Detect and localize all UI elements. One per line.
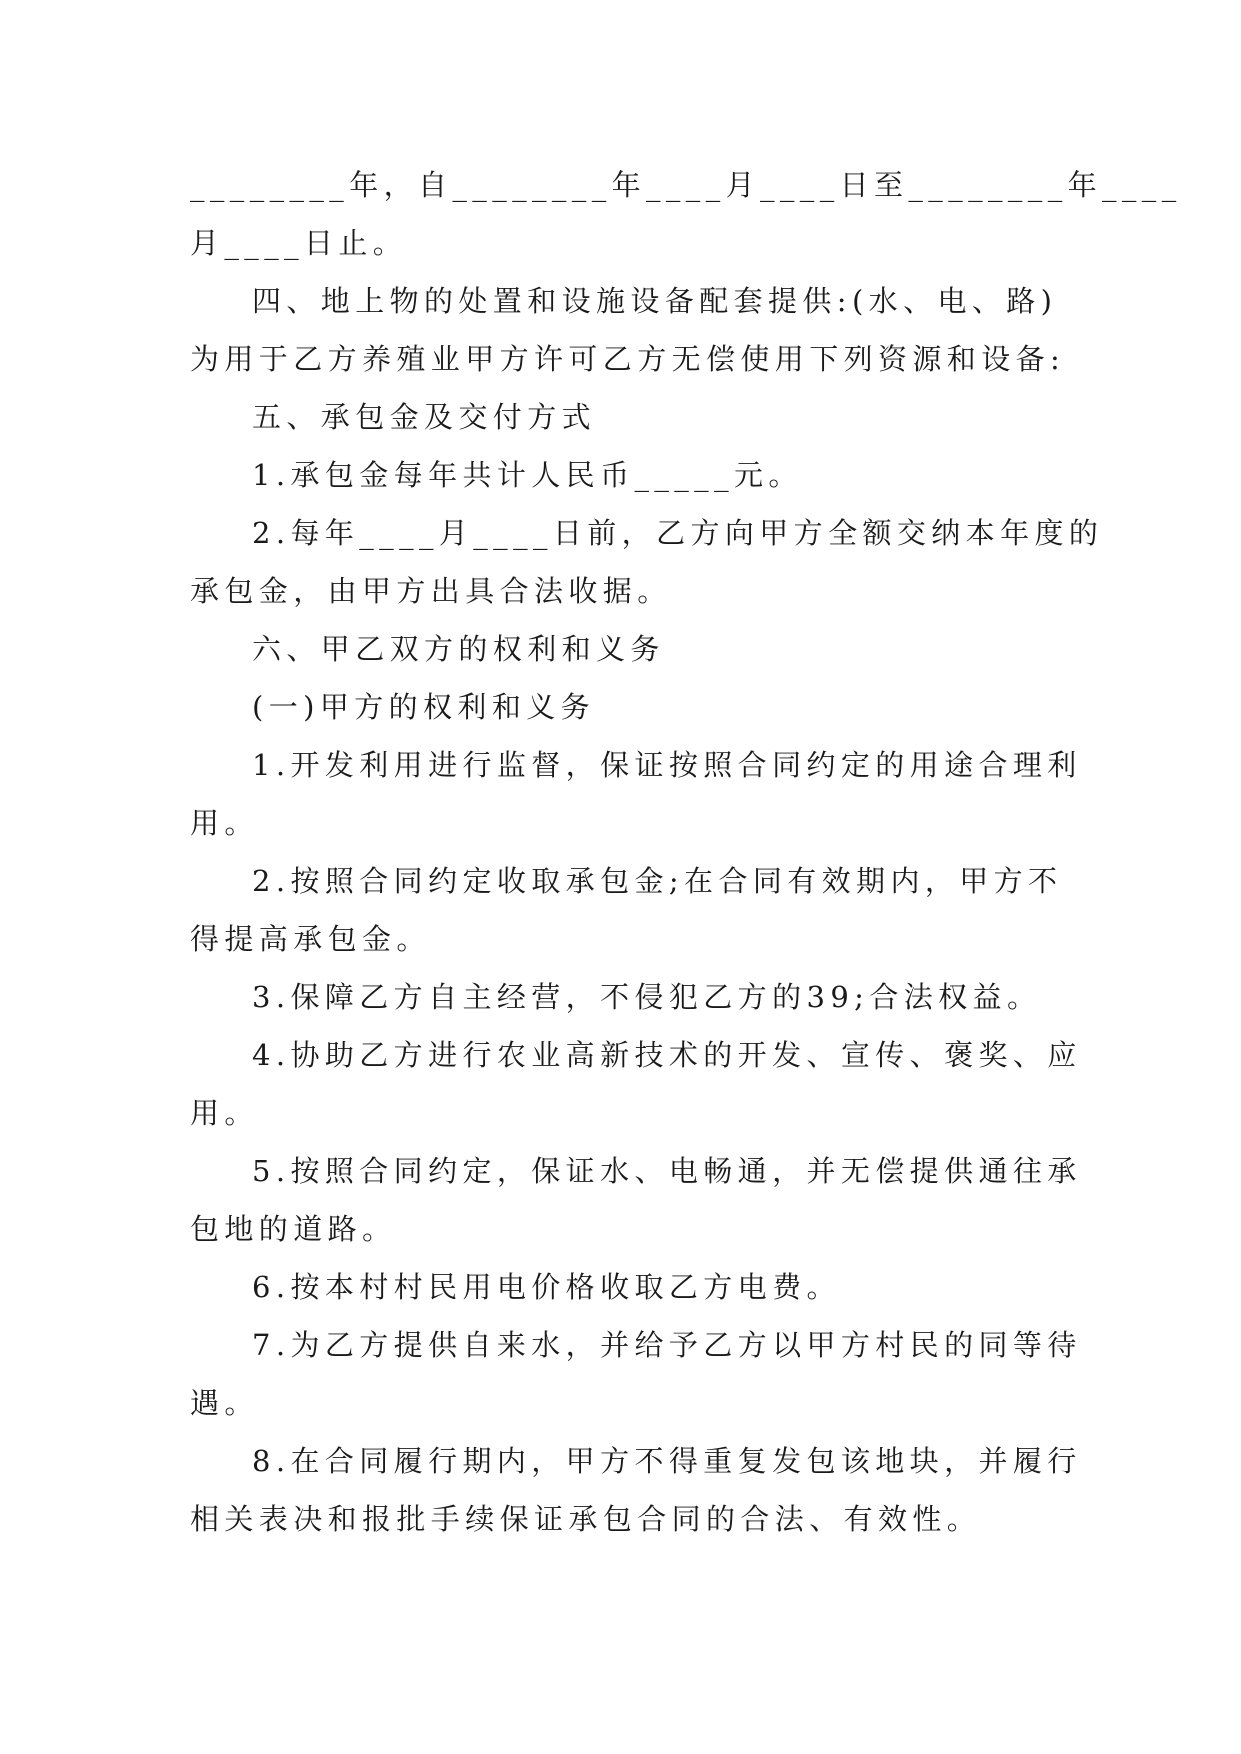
text-line: 相关表决和报批手续保证承包合同的合法、有效性。 [190, 1502, 982, 1536]
text-line: (一)甲方的权利和义务 [252, 690, 596, 724]
text-line: 月____日止。 [190, 226, 408, 260]
text-line: 4.协助乙方进行农业高新技术的开发、宣传、褒奖、应 [252, 1038, 1082, 1072]
text-line: 2.按照合同约定收取承包金;在合同有效期内，甲方不 [252, 864, 1063, 898]
text-line: 用。 [190, 1096, 259, 1130]
text-line: 用。 [190, 806, 259, 840]
text-line: 5.按照合同约定，保证水、电畅通，并无偿提供通往承 [252, 1154, 1082, 1188]
text-line: ________年，自________年____月____日至________年____ [190, 168, 1182, 202]
text-line: 2.每年____月____日前，乙方向甲方全额交纳本年度的 [252, 516, 1104, 550]
text-line: 六、甲乙双方的权利和义务 [252, 632, 665, 666]
text-line: 四、地上物的处置和设施设备配套提供:(水、电、路) [252, 284, 1058, 318]
document-body [190, 156, 1182, 1548]
text-line: 8.在合同履行期内，甲方不得重复发包该地块，并履行 [252, 1444, 1082, 1478]
text-line: 承包金，由甲方出具合法收据。 [190, 574, 672, 608]
text-line: 五、承包金及交付方式 [252, 400, 597, 434]
text-line: 3.保障乙方自主经营，不侵犯乙方的39;合法权益。 [252, 980, 1042, 1014]
text-line: 1.承包金每年共计人民币_____元。 [252, 458, 803, 492]
text-line: 7.为乙方提供自来水，并给予乙方以甲方村民的同等待 [252, 1328, 1082, 1362]
text-line: 得提高承包金。 [190, 922, 431, 956]
text-line: 为用于乙方养殖业甲方许可乙方无偿使用下列资源和设备: [190, 342, 1066, 376]
text-line: 1.开发利用进行监督，保证按照合同约定的用途合理利 [252, 748, 1082, 782]
text-line: 6.按本村村民用电价格收取乙方电费。 [252, 1270, 841, 1304]
text-line: 遇。 [190, 1386, 259, 1420]
text-line: 包地的道路。 [190, 1212, 397, 1246]
